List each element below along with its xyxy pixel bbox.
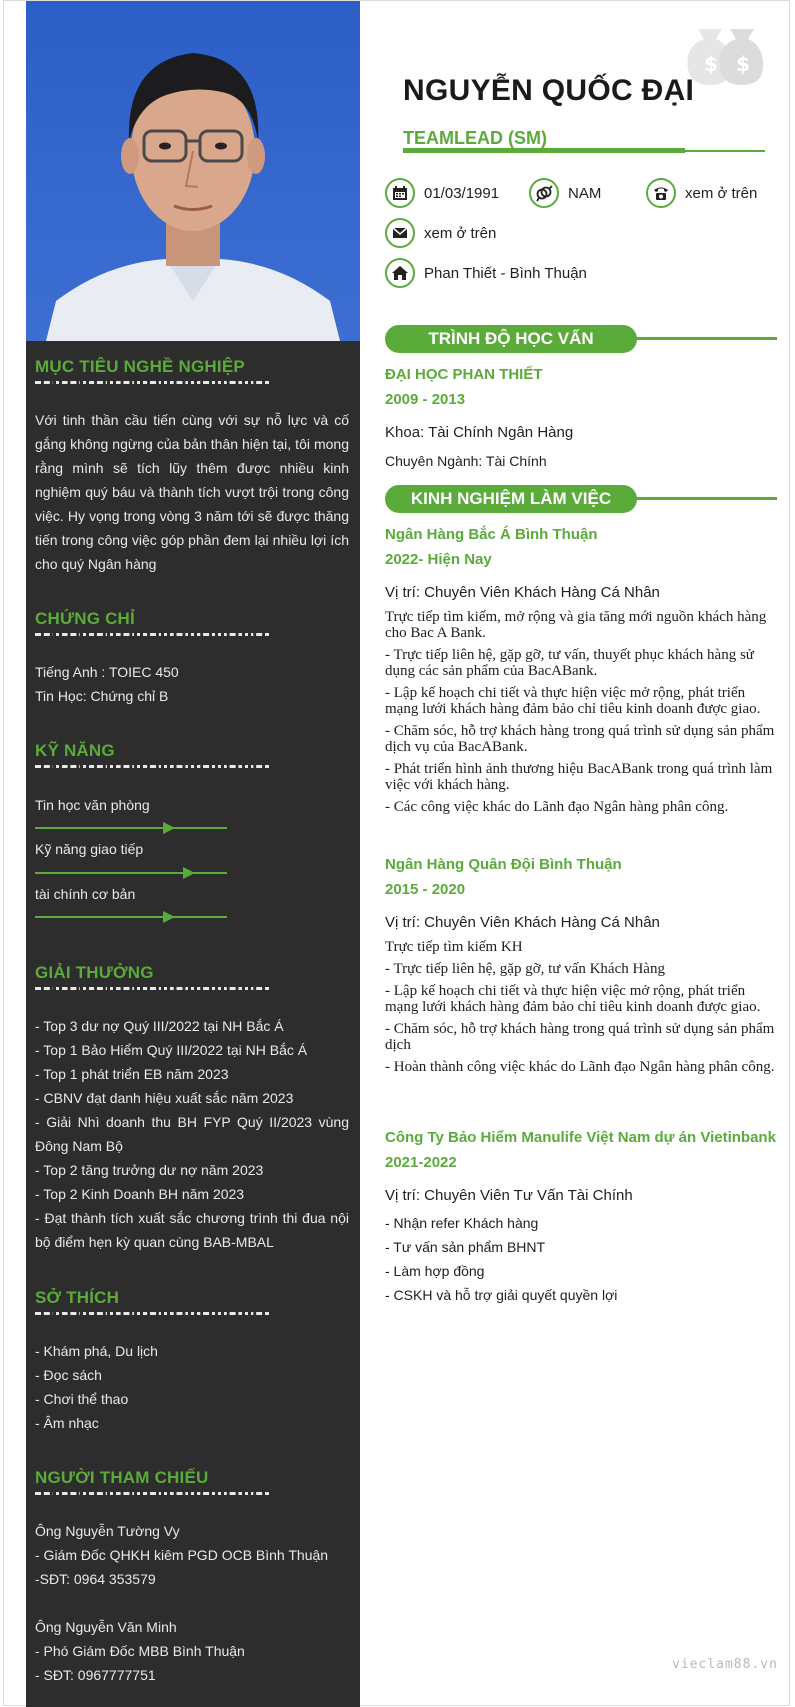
job-detail-line: - Tư vấn sản phẩm BHNT — [385, 1239, 546, 1255]
awards-divider — [35, 987, 271, 990]
hobby-item: - Âm nhạc — [35, 1415, 99, 1431]
award-item: - Top 1 phát triển EB năm 2023 — [35, 1066, 229, 1082]
award-item: - Top 3 dư nợ Quý III/2022 tại NH Bắc Á — [35, 1018, 284, 1034]
job-detail-line: - Phát triển hình ảnh thương hiệu BacABank trong quá trình làm việc với khách hàng. — [385, 761, 773, 793]
certificates-divider — [35, 633, 271, 636]
skill-level-bar — [35, 872, 227, 874]
job-period: 2021-2022 — [385, 1154, 457, 1171]
job-detail-line: - Trực tiếp liên hệ, gặp gỡ, tư vấn, thuyết phục khách hàng sử dụng các sản phẩm của BacABank. — [385, 647, 754, 679]
job-position: Vị trí: Chuyên Viên Khách Hàng Cá Nhân — [385, 914, 660, 931]
skills-title: KỸ NĂNG — [35, 741, 115, 760]
phone-icon — [646, 178, 676, 208]
profile-photo — [26, 1, 360, 341]
skills-divider — [35, 765, 271, 768]
references-title: NGƯỜI THAM CHIẾU — [35, 1468, 209, 1487]
phone-text: xem ở trên — [685, 185, 758, 202]
objective-text: Với tinh thần cầu tiến cùng với sự nỗ lực và cố gắng không ngừng của bản thân hiện tại, tôi mong rằng mình sẽ tích lũy thêm được nhiều kinh nghiệm quý báu và thành tích vượt trội trong công việc. Hy vọng trong vòng 3 năm tới sẽ được thăng tiến trong công việc góp phần đem lại nhiều lợi ích cho quý Ngân hàng — [35, 412, 349, 572]
job-period: 2022- Hiện Nay — [385, 551, 492, 568]
email-text: xem ở trên — [424, 225, 497, 242]
job-company: Công Ty Bảo Hiểm Manulife Việt Nam dự án Vietinbank — [385, 1129, 776, 1146]
job-details — [385, 939, 775, 1081]
hobbies-title: SỞ THÍCH — [35, 1288, 120, 1307]
certificate-item: Tin Học: Chứng chỉ B — [35, 688, 169, 704]
calendar-icon — [385, 178, 415, 208]
education-rule — [635, 337, 777, 340]
gender-icon — [529, 178, 559, 208]
award-item: - Top 2 tăng trưởng dư nợ năm 2023 — [35, 1162, 264, 1178]
reference-line — [35, 1591, 349, 1615]
job-detail-line: - Trực tiếp liên hệ, gặp gỡ, tư vấn Khách Hàng — [385, 961, 665, 977]
job-details — [385, 1211, 775, 1307]
hobbies-divider — [35, 1312, 271, 1315]
experience-title: KINH NGHIỆM LÀM VIỆC — [385, 485, 637, 513]
job-position: Vị trí: Chuyên Viên Tư Vấn Tài Chính — [385, 1187, 633, 1204]
hobby-item: - Đọc sách — [35, 1367, 102, 1383]
mail-icon — [385, 218, 415, 248]
portrait-image — [26, 1, 360, 341]
cv-page — [3, 0, 790, 1706]
site-watermark: vieclam88.vn — [672, 1657, 778, 1672]
job-detail-line: - Làm hợp đồng — [385, 1263, 485, 1279]
award-item: - Giải Nhì doanh thu BH FYP Quý II/2023 vùng Đông Nam Bộ — [35, 1114, 349, 1154]
certificate-item: Tiếng Anh : TOIEC 450 — [35, 664, 179, 680]
education-period: 2009 - 2013 — [385, 391, 466, 408]
home-icon — [385, 258, 415, 288]
reference-line: -SĐT: 0964 353579 — [35, 1571, 156, 1587]
job-position: Vị trí: Chuyên Viên Khách Hàng Cá Nhân — [385, 584, 660, 601]
certificates-list — [35, 660, 349, 708]
education-school: ĐẠI HỌC PHAN THIẾT — [385, 366, 543, 383]
skill-level-bar — [35, 827, 227, 829]
svg-text:$: $ — [736, 52, 750, 76]
gender-text: NAM — [568, 185, 602, 202]
candidate-name: NGUYỄN QUỐC ĐẠI — [403, 74, 695, 107]
awards-title: GIẢI THƯỞNG — [35, 963, 154, 982]
reference-line: - Giám Đốc QHKH kiêm PGD OCB Bình Thuận — [35, 1547, 329, 1563]
skill-label: Kỹ năng giao tiếp — [35, 841, 144, 857]
job-period: 2015 - 2020 — [385, 881, 466, 898]
reference-line: Ông Nguyễn Tường Vy — [35, 1523, 180, 1539]
award-item: - Đạt thành tích xuất sắc chương trình thi đua nội bộ điểm hẹn kỳ quan cùng BAB-MBAL — [35, 1210, 349, 1250]
skill-level-bar — [35, 916, 227, 918]
sidebar — [26, 1, 360, 1707]
job-company: Ngân Hàng Quân Đội Bình Thuận — [385, 856, 622, 873]
awards-list — [35, 1014, 349, 1254]
experience-rule — [635, 497, 777, 500]
reference-line: Ông Nguyễn Văn Minh — [35, 1619, 177, 1635]
references-list — [35, 1519, 349, 1687]
skill-level-marker — [163, 822, 175, 834]
objective-title: MỤC TIÊU NGHỀ NGHIỆP — [35, 357, 245, 376]
education-major: Chuyên Ngành: Tài Chính — [385, 453, 547, 469]
birthday-text: 01/03/1991 — [424, 185, 500, 202]
job-detail-line: - Lập kế hoạch chi tiết và thực hiện việc mở rộng, phát triển mạng lưới khách hàng đảm bảo chỉ tiêu kinh doanh được giao. — [385, 983, 761, 1015]
job-detail-line: - CSKH và hỗ trợ giải quyết quyền lợi — [385, 1287, 618, 1303]
skill-level-marker — [163, 911, 175, 923]
education-title: TRÌNH ĐỘ HỌC VẤN — [385, 325, 637, 353]
svg-text:$: $ — [704, 52, 718, 76]
job-detail-line: Trực tiếp tìm kiếm, mở rộng và gia tăng mới nguồn khách hàng cho Bac A Bank. — [385, 609, 767, 641]
skill-level-marker — [183, 867, 195, 879]
references-divider — [35, 1492, 271, 1495]
hobby-item: - Chơi thể thao — [35, 1391, 129, 1407]
reference-line: - Phó Giám Đốc MBB Bình Thuận — [35, 1643, 245, 1659]
hobby-item: - Khám phá, Du lịch — [35, 1343, 158, 1359]
reference-line: - SĐT: 0967777751 — [35, 1667, 156, 1683]
award-item: - Top 2 Kinh Doanh BH năm 2023 — [35, 1186, 245, 1202]
candidate-role: TEAMLEAD (SM) — [403, 128, 547, 148]
job-detail-line: - Chăm sóc, hỗ trợ khách hàng trong quá trình sử dụng sản phẩm dịch vụ của BacABank. — [385, 723, 775, 755]
job-detail-line: - Các công việc khác do Lãnh đạo Ngân hàng phân công. — [385, 799, 729, 815]
job-detail-line: - Nhận refer Khách hàng — [385, 1215, 539, 1231]
job-detail-line: - Lập kế hoạch chi tiết và thực hiện việc mở rộng, phát triển mạng lưới khách hàng đảm bảo chỉ tiêu kinh doanh được giao. — [385, 685, 761, 717]
award-item: - CBNV đạt danh hiệu xuất sắc năm 2023 — [35, 1090, 294, 1106]
objective-divider — [35, 381, 271, 384]
job-detail-line: - Chăm sóc, hỗ trợ khách hàng trong quá trình sử dụng sản phẩm dịch — [385, 1021, 775, 1053]
job-detail-line: - Hoàn thành công việc khác do Lãnh đạo Ngân hàng phân công. — [385, 1059, 775, 1075]
skill-label: tài chính cơ bản — [35, 886, 136, 902]
job-detail-line: Trực tiếp tìm kiếm KH — [385, 939, 523, 955]
certificates-title: CHỨNG CHỈ — [35, 609, 135, 628]
education-faculty: Khoa: Tài Chính Ngân Hàng — [385, 424, 574, 441]
address-text: Phan Thiết - Bình Thuận — [424, 265, 587, 282]
skill-label: Tin học văn phòng — [35, 797, 150, 813]
award-item: - Top 1 Bảo Hiểm Quý III/2022 tại NH Bắc Á — [35, 1042, 308, 1058]
role-underline-accent — [403, 148, 685, 153]
hobbies-list — [35, 1339, 349, 1435]
job-details — [385, 609, 775, 821]
job-company: Ngân Hàng Bắc Á Bình Thuận — [385, 526, 598, 543]
